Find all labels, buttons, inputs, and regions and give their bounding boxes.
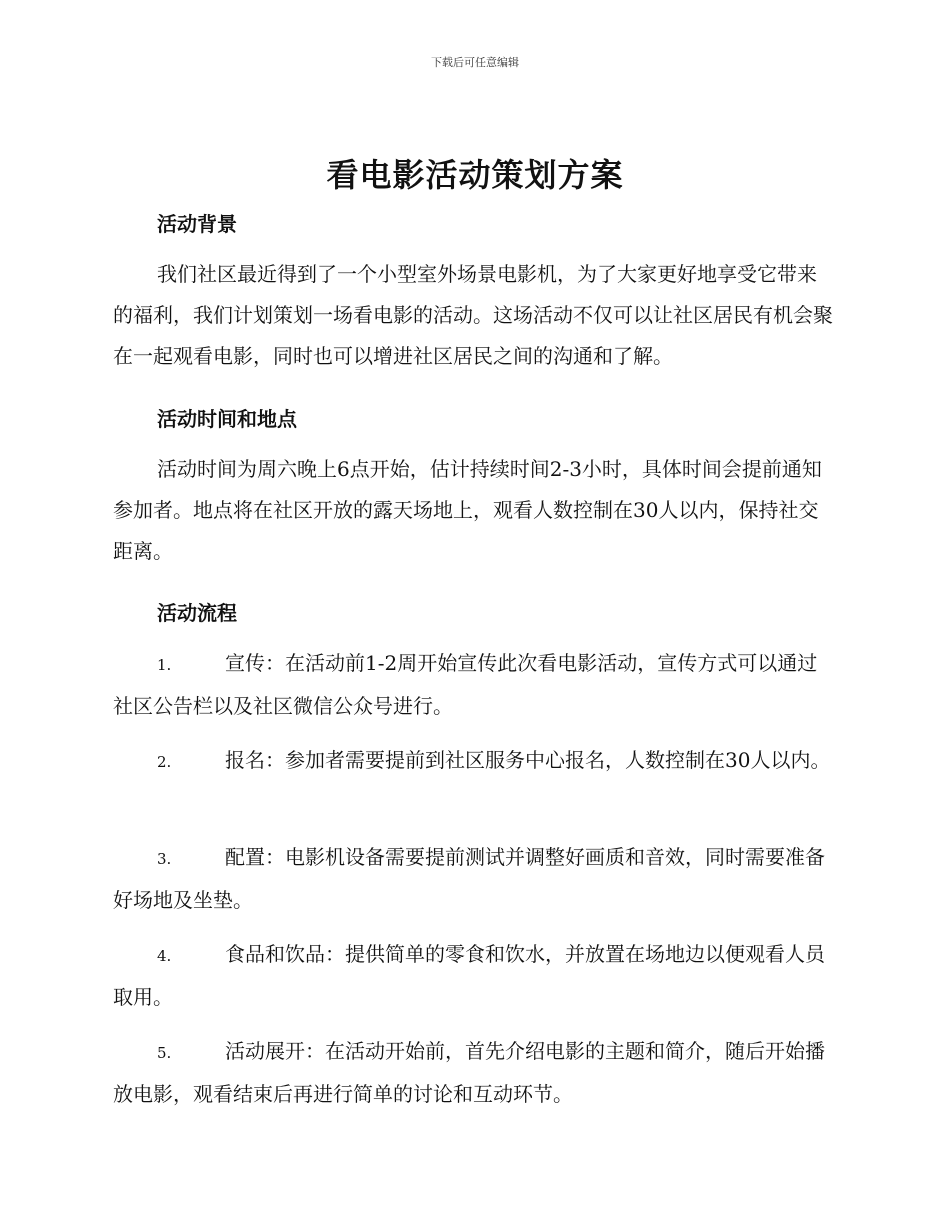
section-text-time-location: 活动时间为周六晚上6点开始，估计持续时间2-3小时，具体时间会提前通知参加者。地点将在社区开放的露天场地上，观看人数控制在30人以内，保持社交距离。 <box>113 457 822 563</box>
list-item-number: 3. <box>157 850 172 868</box>
list-item-text: 配置：电影机设备需要提前测试并调整好画质和音效，同时需要准备好场地及坐垫。 <box>113 845 825 912</box>
header-note: 下载后可任意编辑 <box>431 56 519 69</box>
list-item-text: 宣传：在活动前1-2周开始宣传此次看电影活动，宣传方式可以通过社区公告栏以及社区微信公众号进行。 <box>113 651 818 718</box>
document-title: 看电影活动策划方案 <box>326 156 624 194</box>
section-heading-time-location: 活动时间和地点 <box>157 407 297 431</box>
list-item-number: 2. <box>157 753 172 771</box>
section-heading-background: 活动背景 <box>157 212 237 236</box>
list-item-number: 4. <box>157 947 172 965</box>
section-heading-process: 活动流程 <box>157 601 237 625</box>
list-item <box>113 643 835 727</box>
list-item <box>113 934 835 1018</box>
list-item-text: 活动展开：在活动开始前，首先介绍电影的主题和简介，随后开始播放电影，观看结束后再进行简单的讨论和互动环节。 <box>113 1039 825 1106</box>
list-item <box>113 740 835 783</box>
list-item-text: 报名：参加者需要提前到社区服务中心报名，人数控制在30人以内。 <box>225 748 831 772</box>
list-item <box>113 1031 835 1115</box>
list-item-number: 5. <box>157 1044 172 1062</box>
list-item <box>113 837 835 921</box>
list-item-text: 食品和饮品：提供简单的零食和饮水，并放置在场地边以便观看人员取用。 <box>113 942 825 1009</box>
section-text-background: 我们社区最近得到了一个小型室外场景电影机，为了大家更好地享受它带来的福利，我们计划策划一场看电影的活动。这场活动不仅可以让社区居民有机会聚在一起观看电影，同时也可以增进社区居民之间的沟通和了解。 <box>113 262 833 368</box>
list-item-number: 1. <box>157 656 172 674</box>
